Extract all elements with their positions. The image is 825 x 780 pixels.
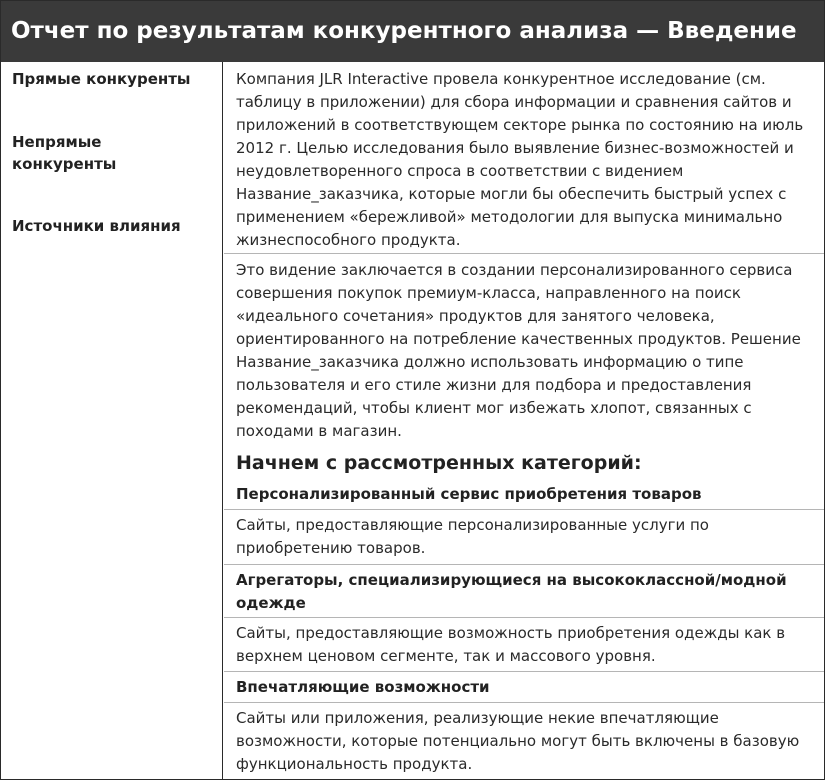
category-description: Сайты или приложения, реализующие некие впечатляющие возможности, которые потенциально могут быть включены в базовую функциональность продукта. bbox=[236, 709, 800, 773]
divider bbox=[224, 671, 824, 672]
divider bbox=[224, 702, 824, 703]
vision-paragraph: Это видение заключается в создании персонализированного сервиса совершения покупок премиум-класса, направленного на поиск «идеального сочетания» продуктов для занятого человека, ориентированного на потребление качественных продуктов. Решение Название_заказчика должно использовать информацию о типе пользователя и его стиле жизни для подбора и предоставления рекомендаций, чтобы клиент мог избежать хлопот, связанных с походами в магазин. bbox=[236, 261, 801, 440]
page-title: Отчет по результатам конкурентного анализа — Введение bbox=[1, 1, 824, 62]
category-description: Сайты, предоставляющие возможность приобретения одежды как в верхнем ценовом сегменте, так и массового уровня. bbox=[236, 624, 786, 665]
category-title: Агрегаторы, специализирующиеся на высококлассной/модной одежде bbox=[236, 571, 787, 612]
category-title: Впечатляющие возможности bbox=[236, 678, 490, 696]
main-content bbox=[224, 62, 824, 779]
divider bbox=[224, 509, 824, 510]
divider bbox=[224, 617, 824, 618]
sidebar-item-direct-competitors[interactable]: Прямые конкуренты bbox=[12, 70, 191, 88]
divider bbox=[224, 253, 824, 254]
category-title: Персонализированный сервис приобретения товаров bbox=[236, 485, 702, 503]
divider bbox=[224, 564, 824, 565]
intro-paragraph: Компания JLR Interactive провела конкурентное исследование (см. таблицу в приложении) для сбора информации и сравнения сайтов и приложений в соответствующем секторе рынка по состоянию на июль 2012 г. Целью исследования было выявление бизнес-возможностей и неудовлетворенного спроса в соответствии с видением Название_заказчика, которые могли бы обеспечить быстрый успех с применением «бережливой» методологии для выпуска минимально жизнеспособного продукта. bbox=[236, 70, 804, 249]
categories-heading: Начнем с рассмотренных категорий: bbox=[236, 452, 642, 474]
sidebar bbox=[1, 62, 223, 779]
sidebar-item-indirect-competitors[interactable]: Непрямые конкуренты bbox=[12, 133, 117, 173]
sidebar-item-influence-sources[interactable]: Источники влияния bbox=[12, 217, 181, 235]
category-description: Сайты, предоставляющие персонализированные услуги по приобретению товаров. bbox=[236, 516, 709, 557]
